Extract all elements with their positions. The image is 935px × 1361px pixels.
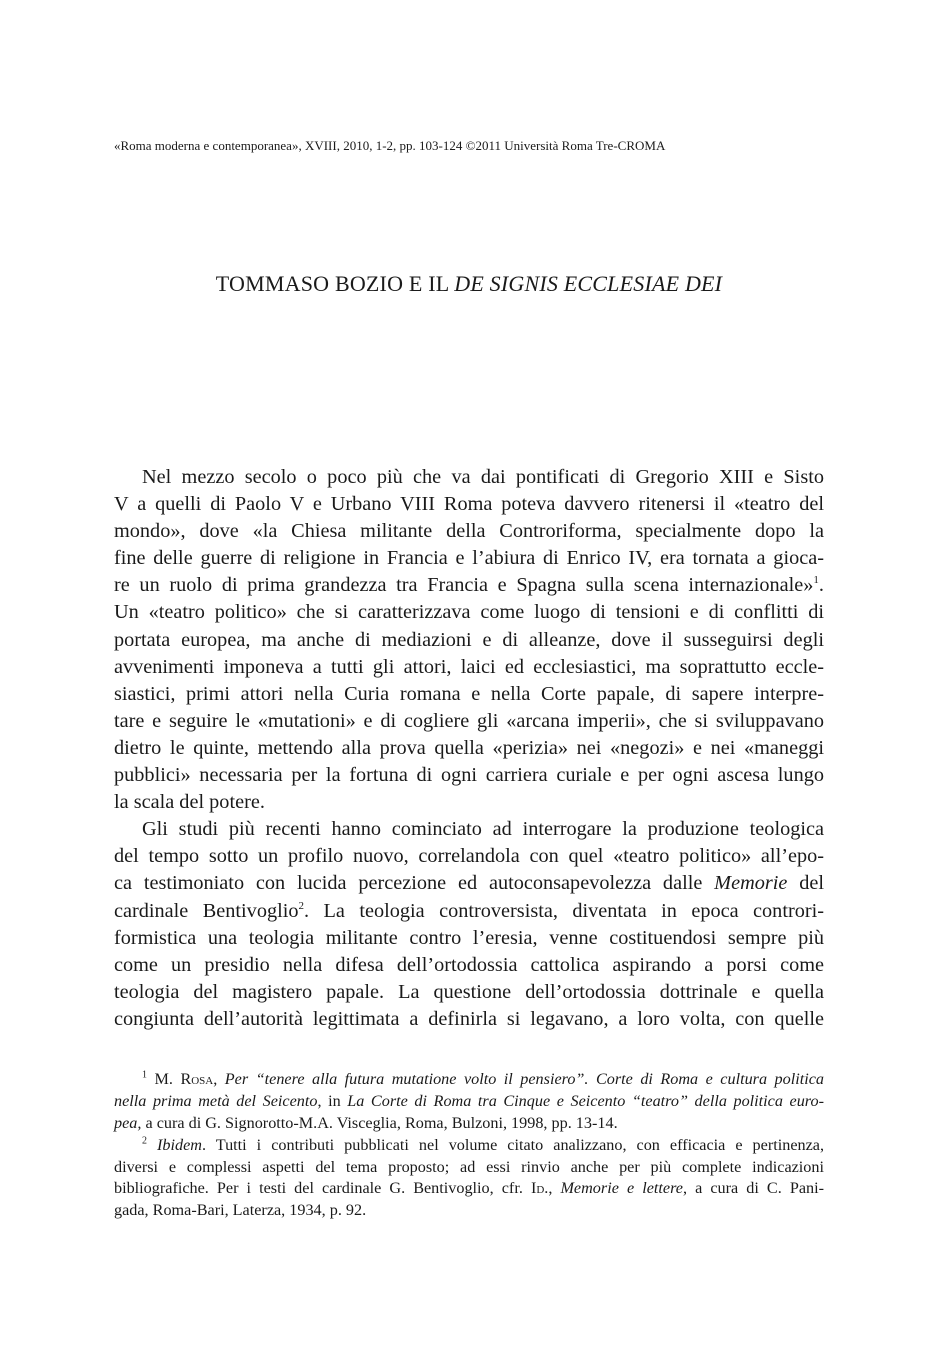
footnote-line xyxy=(114,1113,824,1135)
body-line: congiunta dell’autorità legittimata a definirla si legavano, a loro volta, con quelle xyxy=(114,1007,824,1030)
footnote-number: 1 xyxy=(142,1069,147,1081)
body-line-text: ca testimoniato con lucida percezione ed autoconsapevolezza dalle xyxy=(114,872,715,895)
body-line xyxy=(114,898,824,925)
body-line-text: del xyxy=(787,872,824,895)
footnote-text: . Tutti i contributi pubblicati nel volume citato analizzano, con efficacia e pertinenza, xyxy=(201,1135,825,1154)
footnote-text: bibliografiche. Per i testi del cardinale G. Bentivoglio, cfr. xyxy=(114,1179,531,1198)
footnote-author: M. xyxy=(154,1070,181,1088)
body-line: avvenimenti imponeva a tutti gli attori, laici ed ecclesiastici, ma soprattutto eccle- xyxy=(114,655,824,678)
footnote-author-surname: Id. xyxy=(530,1179,549,1198)
body-line: formistica una teologia militante contro l’eresia, venne costituendosi sempre più xyxy=(114,926,824,949)
footnote-author-surname: Rosa xyxy=(180,1070,214,1088)
body-line: del tempo sotto un profilo nuovo, correlandola con quel «teatro politico» all’epo- xyxy=(114,845,824,868)
body-italic: Memorie xyxy=(714,872,788,895)
body-line: come un presidio nella difesa dell’ortodossia cattolica aspirando a porsi come xyxy=(114,953,824,976)
body-line-punct: . xyxy=(818,574,824,597)
body-line: pubblici» necessaria per la fortuna di ogni carriera curiale e per ogni ascesa lungo xyxy=(114,764,824,787)
footnote-text: , xyxy=(548,1179,561,1198)
body-line: dietro le quinte, mettendo alla prova quella «perizia» nei «negozi» e nei «maneggi xyxy=(114,736,824,759)
footnote-line: gada, Roma-Bari, Laterza, 1934, p. 92. xyxy=(114,1201,367,1220)
body-line: Un «teatro politico» che si caratterizzava come luogo di tensioni e di conflitti di xyxy=(114,601,824,624)
article-title xyxy=(114,270,824,298)
body-line: mondo», dove «la Chiesa militante della Controriforma, specialmente dopo la xyxy=(114,520,824,543)
title-italic: DE SIGNIS ECCLESIAE DEI xyxy=(454,271,723,296)
footnote-line: $^1$ M. Rosa, Per “tenere alla futura mutatione volto il pensiero”. Corte di Roma e cultura politica xyxy=(142,1069,825,1088)
body-line: Nel mezzo secolo o poco più che va dai pontificati di Gregorio XIII e Sisto xyxy=(142,466,824,488)
body-line: teologia del magistero papale. La questione dell’ortodossia dottrinale e quella xyxy=(114,980,824,1003)
footnote-text: , in xyxy=(317,1091,348,1110)
title-plain: TOMMASO BOZIO E IL xyxy=(215,271,455,296)
footnote-italic: La Corte di Roma tra Cinque e Seicento “teatro” della politica euro- xyxy=(347,1091,824,1110)
body-line: portata europea, ma anche di mediazioni e di alleanze, dove il susseguirsi degli xyxy=(114,628,824,651)
footnote-italic: nella prima metà del Seicento xyxy=(114,1091,318,1110)
body-line: tare e seguire le «mutationi» e di cogliere gli «arcana imperii», che si sviluppavano xyxy=(114,709,824,732)
footnote-italic: pea, xyxy=(114,1113,142,1132)
body-line: Gli studi più recenti hanno cominciato ad interrogare la produzione teologica xyxy=(142,818,824,841)
footnote-number: 2 xyxy=(142,1135,147,1147)
footnote-line xyxy=(114,1135,824,1157)
footnote-italic: Memorie e lettere xyxy=(560,1179,683,1198)
footnotes xyxy=(114,1069,824,1222)
footnote-italic: Ibidem xyxy=(157,1135,202,1154)
footnote-ref-1: 1 xyxy=(813,574,819,587)
body-line xyxy=(114,870,824,897)
footnote-line xyxy=(114,1178,824,1200)
body-line: la scala del potere. xyxy=(114,791,265,814)
body-line: V a quelli di Paolo V e Urbano VIII Roma poteva davvero ritenersi il «teatro del xyxy=(114,493,824,516)
footnote-text: a cura di G. Signorotto-M.A. Visceglia, Roma, Bulzoni, 1998, pp. 13-14. xyxy=(141,1113,618,1132)
body-line xyxy=(114,572,824,599)
article-body xyxy=(114,464,824,1033)
footnote-text: , a cura di C. Pani- xyxy=(682,1179,824,1198)
body-line-text: . La teologia controversista, diventata in epoca controri- xyxy=(304,899,824,922)
footnote-line xyxy=(114,1091,824,1113)
footnote-line: diversi e complessi aspetti del tema proposto; ad essi rinvio anche per più complete indicazioni xyxy=(114,1157,824,1176)
body-line: fine delle guerre di religione in Francia e l’abiura di Enrico IV, era tornata a gioca- xyxy=(114,547,824,570)
footnote-ref-2: 2 xyxy=(298,899,305,912)
running-head: «Roma moderna e contemporanea», XVIII, 2010, 1-2, pp. 103-124 ©2011 Università Roma Tre-CROMA xyxy=(114,138,666,153)
body-line-text: cardinale Bentivoglio xyxy=(114,899,299,922)
footnote-italic: Per “tenere alla futura mutatione volto il pensiero”. Corte di Roma e cultura politica xyxy=(224,1070,825,1088)
body-line: siastici, primi attori nella Curia romana e nella Corte papale, di sapere interpre- xyxy=(114,682,824,705)
body-line-text: re un ruolo di prima grandezza tra Francia e Spagna sulla scena internazionale» xyxy=(114,574,814,597)
